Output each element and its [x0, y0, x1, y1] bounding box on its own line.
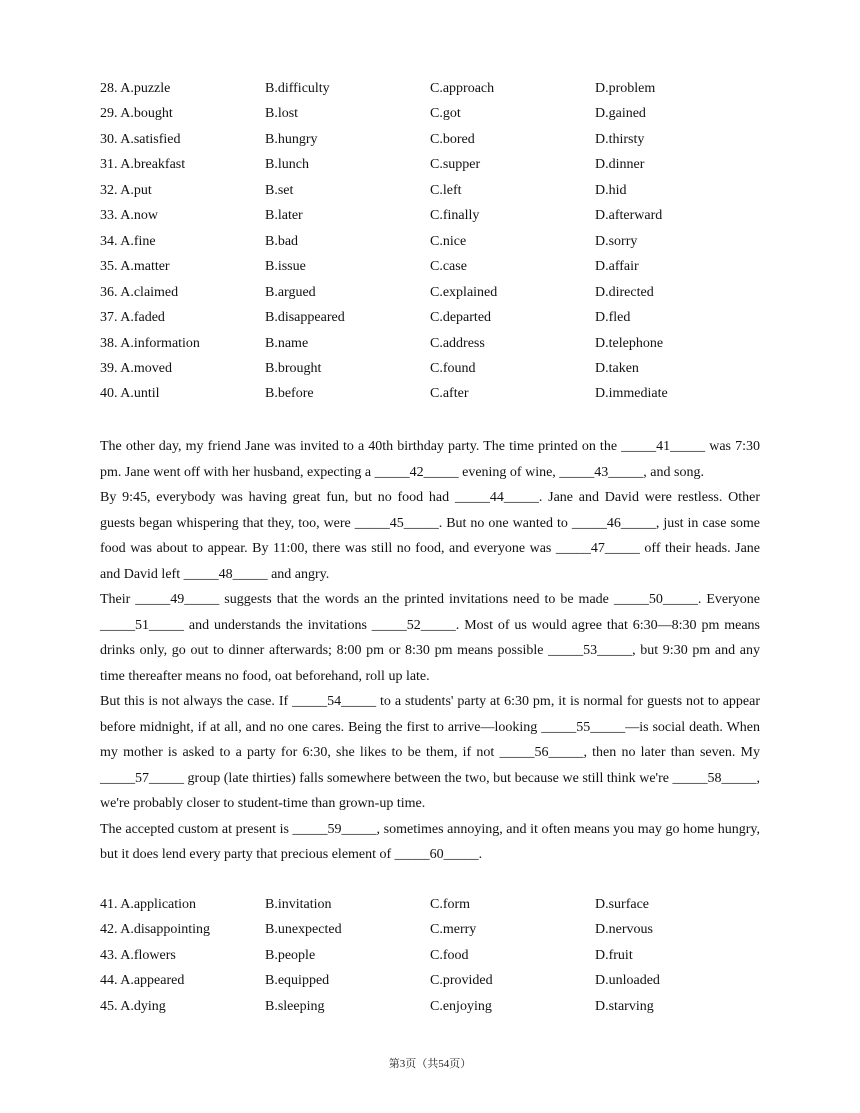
option-row	[100, 943, 760, 968]
option-c: C.provided	[430, 973, 493, 989]
option-row	[100, 892, 760, 917]
option-c: C.approach	[430, 81, 495, 96]
option-d: D.hid	[595, 182, 627, 198]
option-c: C.supper	[430, 157, 481, 173]
option-b: B.set	[265, 182, 294, 198]
option-a: 34. A.fine	[100, 233, 156, 249]
option-a: 28. A.puzzle	[100, 81, 171, 96]
option-b: B.bad	[265, 233, 299, 249]
option-c: C.left	[430, 182, 462, 198]
option-a: 32. A.put	[100, 182, 152, 198]
option-row	[100, 229, 760, 254]
option-d: D.problem	[595, 81, 656, 96]
option-d: D.telephone	[595, 335, 664, 351]
option-row	[100, 917, 760, 942]
option-c: C.merry	[430, 922, 477, 938]
option-row	[100, 254, 760, 279]
option-c: C.explained	[430, 284, 498, 300]
option-row	[100, 331, 760, 356]
option-d: D.immediate	[595, 386, 668, 402]
option-row	[100, 76, 760, 101]
option-b: B.sleeping	[265, 998, 325, 1014]
option-row	[100, 203, 760, 228]
option-a: 38. A.information	[100, 335, 200, 351]
option-c: C.enjoying	[430, 998, 492, 1014]
option-a: 40. A.until	[100, 386, 160, 402]
option-c: C.found	[430, 360, 476, 376]
option-row	[100, 127, 760, 152]
option-d: D.dinner	[595, 157, 645, 173]
option-a: 45. A.dying	[100, 998, 166, 1014]
option-a: 37. A.faded	[100, 310, 165, 326]
option-row	[100, 101, 760, 126]
option-d: D.thirsty	[595, 131, 645, 147]
option-d: D.fruit	[595, 947, 633, 963]
option-a: 36. A.claimed	[100, 284, 179, 300]
option-a: 42. A.disappointing	[100, 922, 211, 938]
option-a: 31. A.breakfast	[100, 157, 186, 173]
option-d: D.taken	[595, 360, 639, 376]
option-b: B.difficulty	[265, 81, 330, 96]
cloze-passage	[100, 434, 760, 868]
option-c: C.case	[430, 259, 467, 275]
option-row	[100, 152, 760, 177]
option-d: D.sorry	[595, 233, 638, 249]
passage-paragraph: By 9:45, everybody was having great fun, but no food had _____44_____. Jane and David were restless. Other guests began whispering that they, too, were _____45_____. But no one wanted to _____46_____, just in case some food was about to appear. By 11:00, there was still no food, and everyone was _____47_____ off their heads. Jane and David left _____48_____ and angry.	[100, 490, 760, 582]
option-c: C.form	[430, 897, 471, 912]
option-a: 41. A.application	[100, 897, 197, 912]
option-b: B.unexpected	[265, 922, 342, 938]
option-row	[100, 178, 760, 203]
option-b: B.lost	[265, 106, 299, 122]
option-b: B.equipped	[265, 973, 330, 989]
option-c: C.departed	[430, 310, 492, 326]
option-c: C.after	[430, 386, 469, 402]
option-c: C.food	[430, 947, 469, 963]
option-b: B.argued	[265, 284, 316, 300]
option-c: C.nice	[430, 233, 467, 249]
option-b: B.brought	[265, 360, 322, 376]
option-row	[100, 994, 760, 1019]
option-a: 33. A.now	[100, 208, 158, 224]
option-a: 35. A.matter	[100, 259, 170, 275]
option-c: C.bored	[430, 131, 475, 147]
option-d: D.gained	[595, 106, 646, 122]
option-row	[100, 280, 760, 305]
option-b: B.later	[265, 208, 303, 224]
page-footer: 第3页（共54页）	[388, 1058, 472, 1070]
option-a: 29. A.bought	[100, 106, 173, 122]
passage-paragraph: The other day, my friend Jane was invited to a 40th birthday party. The time printed on the _____41_____ was 7:30 pm. Jane went off with her husband, expecting a _____42_____ evening of wine, _____43_____, and song.	[100, 439, 760, 480]
option-b: B.name	[265, 335, 309, 351]
option-c: C.got	[430, 106, 461, 122]
option-d: D.affair	[595, 259, 639, 275]
option-b: B.people	[265, 947, 316, 963]
option-b: B.invitation	[265, 897, 332, 912]
option-d: D.directed	[595, 284, 654, 300]
option-c: C.address	[430, 335, 485, 351]
option-a: 43. A.flowers	[100, 947, 176, 963]
option-b: B.disappeared	[265, 310, 345, 326]
option-b: B.before	[265, 386, 314, 402]
option-d: D.nervous	[595, 922, 653, 938]
option-d: D.starving	[595, 998, 654, 1014]
option-b: B.hungry	[265, 131, 318, 147]
option-row	[100, 968, 760, 993]
option-row	[100, 305, 760, 330]
option-d: D.afterward	[595, 208, 663, 224]
option-d: D.fled	[595, 310, 631, 326]
option-a: 39. A.moved	[100, 360, 172, 376]
option-d: D.unloaded	[595, 973, 660, 989]
option-row	[100, 381, 760, 406]
option-d: D.surface	[595, 897, 650, 912]
option-b: B.lunch	[265, 157, 309, 173]
option-a: 30. A.satisfied	[100, 131, 181, 147]
passage-paragraph: Their _____49_____ suggests that the words an the printed invitations need to be made _____50_____. Everyone _____51_____ and understands the invitations _____52_____. Most of us would agree that 6:30—8:30 pm means drinks only, go out to dinner afterwards; 8:00 pm or 8:30 pm means possible _____53_____, but 9:30 pm and any time thereafter means no food, oat beforehand, roll up late.	[100, 592, 760, 684]
passage-paragraph: But this is not always the case. If _____54_____ to a students' party at 6:30 pm, it is normal for guests not to appear before midnight, if at all, and no one cares. Being the first to arrive—looking _____55_____—is social death. When my mother is asked to a party for 6:30, she likes to be them, if not _____56_____, then no later than seven. My _____57_____ group (late thirties) falls somewhere between the two, but because we still think we're _____58_____, we're probably closer to student-time than grown-up time.	[100, 694, 760, 811]
option-a: 44. A.appeared	[100, 973, 185, 989]
option-b: B.issue	[265, 259, 306, 275]
option-row	[100, 356, 760, 381]
option-c: C.finally	[430, 208, 480, 224]
passage-paragraph: The accepted custom at present is _____59_____, sometimes annoying, and it often means you may go home hungry, but it does lend every party that precious element of _____60_____.	[100, 821, 760, 862]
